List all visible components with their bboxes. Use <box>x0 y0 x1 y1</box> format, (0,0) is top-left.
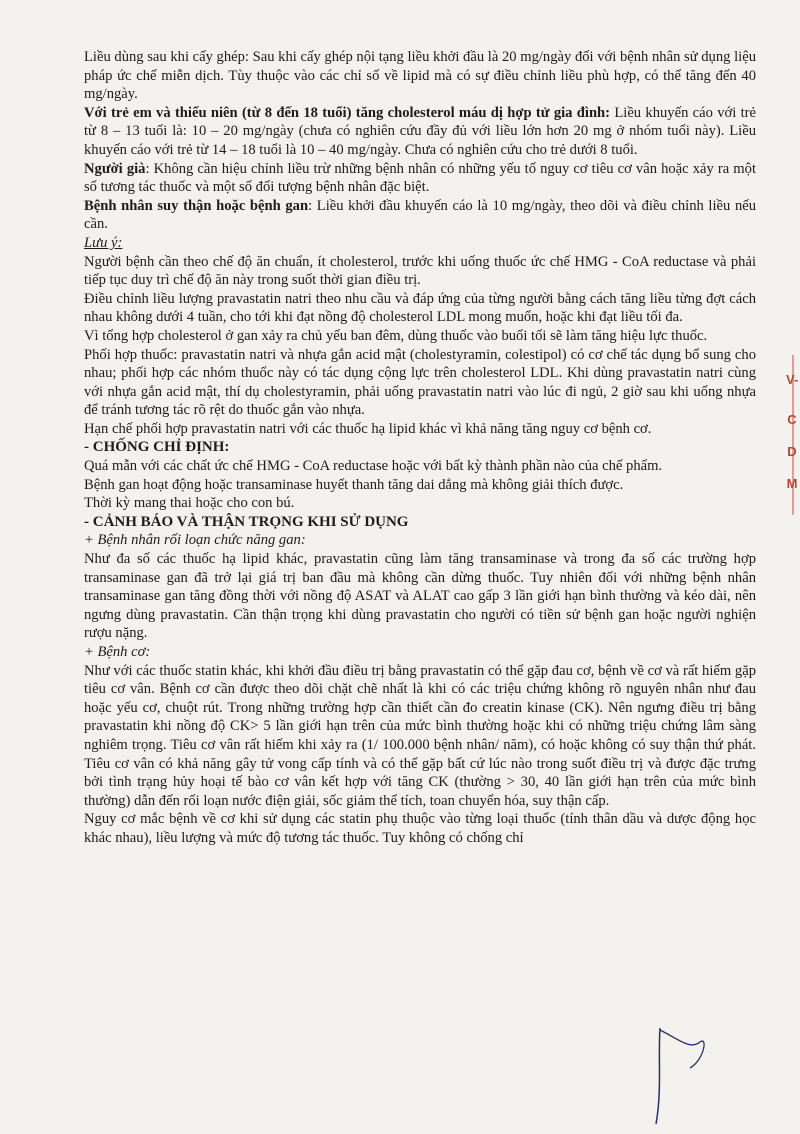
contra-pregnancy: Thời kỳ mang thai hoặc cho con bú. <box>84 495 295 512</box>
para-after-transplant: Liều dùng sau khi cấy ghép: Sau khi cấy ghép nội tạng liều khởi đầu là 20 mg/ngày đối với bệnh nhân sử dụng liệu pháp ức chế miễn dịch. Tùy thuộc vào các chỉ số về lipid mà có sự điều chỉnh liều phù hợp, có thể tăng đến 40 mg/ngày. <box>84 49 756 103</box>
stamp-edge-mark-3: D <box>787 444 797 459</box>
text-children: Liều khuyến cáo với trẻ từ 8 – 13 tuổi là: 10 – 20 mg/ngày (chưa có nghiên cứu đầy đủ với liều lớn hơn 20 mg ở nhóm tuổi này). Liều khuyến cáo với trẻ từ 14 – 18 tuổi là 10 – 40 mg/ngày. Chưa có nghiên cứu cho trẻ dưới 8 tuổi. <box>84 104 756 158</box>
document-page <box>84 48 756 848</box>
note-evening: Vì tổng hợp cholesterol ở gan xảy ra chủ yếu ban đêm, dùng thuốc vào buổi tối sẽ làm tăng hiệu lực thuốc. <box>84 327 708 344</box>
heading-contraindications: - CHỐNG CHỈ ĐỊNH: <box>84 439 230 456</box>
note-limit: Hạn chế phối hợp pravastatin natri với các thuốc hạ lipid khác vì khả năng tăng nguy cơ bệnh cơ. <box>84 420 652 437</box>
stamp-edge-mark-1: V- <box>786 372 799 387</box>
label-children: Với trẻ em và thiếu niên (từ 8 đến 18 tuổi) tăng cholesterol máu dị hợp tử gia đình: <box>84 104 611 121</box>
contra-hypersensitivity: Quá mẫn với các chất ức chế HMG - CoA reductase hoặc với bất kỳ thành phần nào của chế phẩm. <box>84 458 663 475</box>
text-elderly: : Không cần hiệu chỉnh liều trừ những bệnh nhân có những yếu tố nguy cơ tiêu cơ vân hoặc xảy ra một số tương tác thuốc và một số đối tượng bệnh nhân đặc biệt. <box>84 160 756 196</box>
warn-muscle: Như với các thuốc statin khác, khi khởi đầu điều trị bằng pravastatin có thể gặp đau cơ, bệnh về cơ và rất hiếm gặp tiêu cơ vân. Bệnh cơ cần được theo dõi chặt chẽ nhất là khi có các triệu chứng không rõ nguyên nhân như đau hoặc yếu cơ, chuột rút. Trong những trường hợp cần thiết cần đo creatin kinase (CK). Nên ngưng điều trị bằng pravastatin khi nồng độ CK> 5 lần giới hạn trên của mức bình thường hoặc khi có những triệu chứng lâm sàng nghiêm trọng. Tiêu cơ vân rất hiếm khi xảy ra (1/ 100.000 bệnh nhân/ năm), có hoặc không có suy thận thứ phát. Tiêu cơ vân có khả năng gây tử vong cấp tính và có thể gặp bất cứ lúc nào trong suốt điều trị và được đặc trưng bởi tình trạng hủy hoại tế bào cơ vân kết hợp với tăng CK (thường > 30, 40 lần giới hạn trên của mức bình thường) dẫn đến rối loạn nước điện giải, sốc giảm thể tích, toan chuyển hóa, suy thận cấp. <box>84 662 756 809</box>
label-renal-hepatic: Bệnh nhân suy thận hoặc bệnh gan <box>84 197 309 214</box>
note-dose-adjust: Điều chỉnh liều lượng pravastatin natri theo nhu cầu và đáp ứng của từng người bằng cách tăng liều từng đợt cách nhau không dưới 4 tuần, cho tới khi đạt nồng độ cholesterol LDL mong muốn, hoặc khi đạt liều tối đa. <box>84 290 756 326</box>
note-combination: Phối hợp thuốc: pravastatin natri và nhựa gắn acid mật (cholestyramin, colestipol) có cơ chế tác dụng bổ sung cho nhau; phối hợp các nhóm thuốc này có tác dụng cộng lực trên cholesterol LDL. Khi dùng pravastatin natri cùng với nhựa gắn acid mật, thí dụ cholestyramin, phải uống pravastatin natri vào lúc đi ngủ, 2 giờ sau khi uống nhựa để tránh tương tác rõ rệt do thuốc gắn vào nhựa. <box>84 346 756 419</box>
stamp-edge-mark-2: C <box>787 412 797 427</box>
para-elderly <box>84 160 756 197</box>
text-renal-hepatic: : Liều khởi đầu khuyến cáo là 10 mg/ngày, theo dõi và điều chỉnh liều nếu cần. <box>84 197 757 233</box>
stamp-edge-mark-4: M <box>786 476 798 491</box>
signature-mark <box>630 1020 730 1130</box>
subheading-liver: + Bệnh nhân rối loạn chức năng gan: <box>84 532 306 549</box>
warn-risk: Nguy cơ mắc bệnh về cơ khi sử dụng các statin phụ thuộc vào từng loại thuốc (tính thân dầu và dược động học khác nhau), liều lượng và mức độ tương tác thuốc. Tuy không có chống chỉ <box>84 811 756 846</box>
subheading-muscle: + Bệnh cơ: <box>84 644 151 660</box>
note-diet: Người bệnh cần theo chế độ ăn chuẩn, ít cholesterol, trước khi uống thuốc ức chế HMG - CoA reductase và phải tiếp tục duy trì chế độ ăn này trong suốt thời gian điều trị. <box>84 253 756 289</box>
heading-warnings: - CẢNH BÁO VÀ THẬN TRỌNG KHI SỬ DỤNG <box>84 513 409 530</box>
contra-liver: Bệnh gan hoạt động hoặc transaminase huyết thanh tăng dai dẳng mà không giải thích được. <box>84 476 624 493</box>
label-elderly: Người già <box>84 160 146 177</box>
note-label: Lưu ý: <box>84 234 123 251</box>
para-renal-hepatic <box>84 197 756 234</box>
warn-liver: Như đa số các thuốc hạ lipid khác, pravastatin cũng làm tăng transaminase và trong đa số các trường hợp transaminase gan đã trở lại giá trị ban đầu mà không cần dừng thuốc. Tuy nhiên đối với những bệnh nhân transaminase gan tăng đồng thời với nồng độ ASAT và ALAT cao gấp 3 lần giới hạn bình thường và kéo dài, nên ngưng dùng pravastatin. Cần thận trọng khi dùng pravastatin cho người có tiền sử bệnh gan hoặc người nghiện rượu nặng. <box>84 551 756 642</box>
para-children <box>84 104 756 160</box>
